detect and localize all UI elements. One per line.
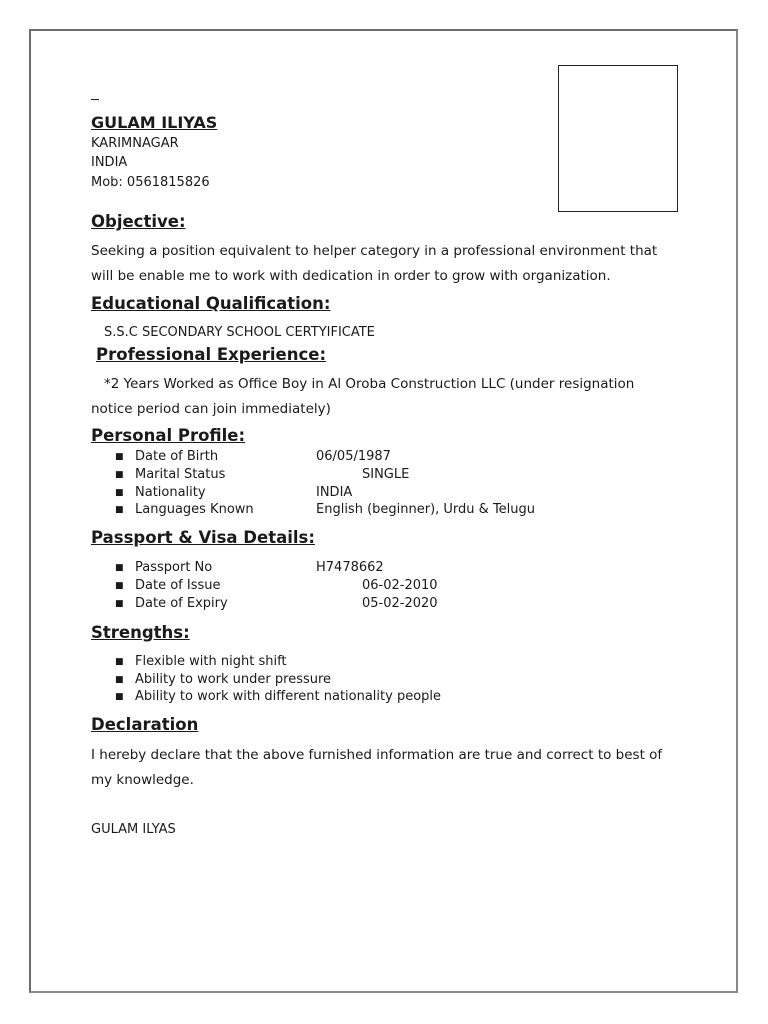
expiry-date-label: Date of Expiry <box>135 596 228 611</box>
dob-value: 06/05/1987 <box>316 449 391 464</box>
education-item: S.S.C SECONDARY SCHOOL CERTYIFICATE <box>104 325 375 340</box>
dob-label: Date of Birth <box>135 449 219 464</box>
objective-line-2: will be enable me to work with dedication in order to grow with organization. <box>91 268 611 284</box>
marital-value: SINGLE <box>362 467 410 482</box>
bullet-icon: ■ <box>115 675 124 685</box>
candidate-name: GULAM ILIYAS <box>91 113 218 132</box>
bullet-icon: ■ <box>115 657 124 667</box>
marital-label: Marital Status <box>135 467 226 482</box>
languages-label: Languages Known <box>135 502 254 517</box>
experience-line-1: *2 Years Worked as Office Boy in Al Oroba Construction LLC (under resignation <box>104 376 635 392</box>
expiry-date-value: 05-02-2020 <box>362 596 438 611</box>
bullet-icon: ■ <box>115 488 124 498</box>
issue-date-label: Date of Issue <box>135 578 221 593</box>
bullet-icon: ■ <box>115 452 124 462</box>
passport-heading: Passport & Visa Details: <box>91 528 315 547</box>
strength-item: Ability to work with different nationality people <box>135 689 442 704</box>
bullet-icon: ■ <box>115 563 124 573</box>
languages-value: English (beginner), Urdu & Telugu <box>316 502 536 517</box>
bullet-icon: ■ <box>115 581 124 591</box>
experience-heading: Professional Experience: <box>96 345 327 364</box>
bullet-icon: ■ <box>115 470 124 480</box>
strengths-heading: Strengths: <box>91 623 190 642</box>
experience-line-2: notice period can join immediately) <box>91 401 331 417</box>
address-city: KARIMNAGAR <box>91 136 179 151</box>
objective-line-1: Seeking a position equivalent to helper category in a professional environment that <box>91 243 658 259</box>
decorative-dash <box>91 99 99 100</box>
declaration-heading: Declaration <box>91 715 199 734</box>
bullet-icon: ■ <box>115 505 124 515</box>
passport-no-value: H7478662 <box>316 560 384 575</box>
strength-item: Ability to work under pressure <box>135 672 332 687</box>
declaration-line-1: I hereby declare that the above furnished information are true and correct to best of <box>91 747 663 763</box>
passport-no-label: Passport No <box>135 560 213 575</box>
bullet-icon: ■ <box>115 599 124 609</box>
strength-item: Flexible with night shift <box>135 654 287 669</box>
mobile-number: Mob: 0561815826 <box>91 175 210 190</box>
education-heading: Educational Qualification: <box>91 294 331 313</box>
address-country: INDIA <box>91 155 128 170</box>
declaration-line-2: my knowledge. <box>91 772 194 788</box>
personal-heading: Personal Profile: <box>91 426 246 445</box>
photo-placeholder <box>558 65 678 212</box>
nationality-label: Nationality <box>135 485 206 500</box>
issue-date-value: 06-02-2010 <box>362 578 438 593</box>
signature-name: GULAM ILYAS <box>91 822 176 837</box>
bullet-icon: ■ <box>115 692 124 702</box>
objective-heading: Objective: <box>91 212 186 231</box>
nationality-value: INDIA <box>316 485 353 500</box>
